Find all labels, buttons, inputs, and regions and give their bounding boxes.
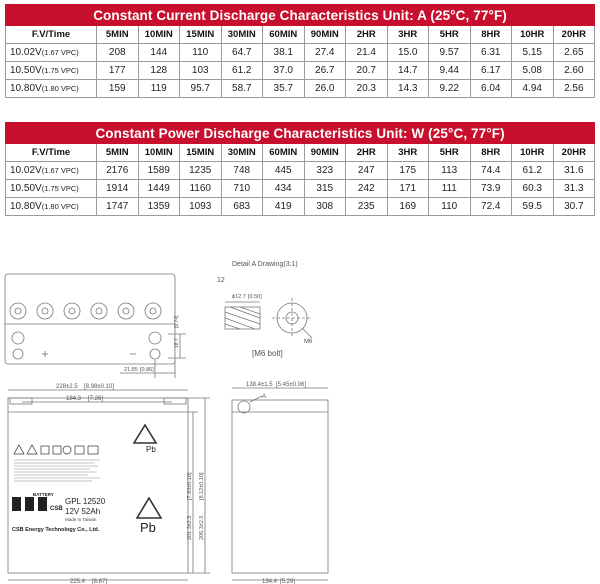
table-row bbox=[6, 198, 595, 216]
table-cell: 61.2 bbox=[512, 162, 554, 180]
dim-height-total-in: [8.12±0.10] bbox=[199, 472, 205, 500]
power-table-title: Constant Power Discharge Characteristics Unit: W (25°C, 77°F) bbox=[6, 123, 595, 144]
column-header: 2HR bbox=[346, 144, 388, 162]
table-cell: 6.31 bbox=[470, 44, 512, 62]
row-vpc: (1.67 VPC) bbox=[41, 48, 79, 57]
table-row bbox=[6, 44, 595, 62]
dim-height: 201.3±2.5 bbox=[187, 515, 193, 540]
row-voltage-label bbox=[6, 180, 97, 198]
model-label: GPL 12520 bbox=[65, 497, 106, 506]
table-cell: 1160 bbox=[180, 180, 222, 198]
dim-top-width: 228±2.5 bbox=[56, 384, 78, 390]
table-cell: 323 bbox=[304, 162, 346, 180]
table-cell: 15.0 bbox=[387, 44, 429, 62]
column-header: 60MIN bbox=[263, 144, 305, 162]
column-header: 60MIN bbox=[263, 26, 305, 44]
terminal-positive bbox=[149, 332, 161, 344]
row-voltage: 10.50V bbox=[10, 65, 42, 76]
table-cell: 308 bbox=[304, 198, 346, 216]
table-row bbox=[6, 62, 595, 80]
column-header-fv-time: F.V/Time bbox=[6, 26, 97, 44]
column-header: 30MIN bbox=[221, 144, 263, 162]
table-cell: 21.4 bbox=[346, 44, 388, 62]
table-cell: 6.04 bbox=[470, 80, 512, 98]
detail-title: Detail A Drawing(3:1) bbox=[232, 261, 298, 268]
row-vpc: (1.80 VPC) bbox=[41, 202, 79, 211]
table-cell: 5.08 bbox=[512, 62, 554, 80]
bolt-label: [M6 bolt] bbox=[252, 349, 283, 358]
dim-top-width-in: [8.98±0.10] bbox=[84, 384, 114, 390]
row-vpc: (1.75 VPC) bbox=[41, 184, 79, 193]
table-cell: 73.9 bbox=[470, 180, 512, 198]
table-cell: 177 bbox=[97, 62, 139, 80]
table-row bbox=[6, 180, 595, 198]
table-cell: 128 bbox=[138, 62, 180, 80]
current-discharge-table bbox=[5, 4, 595, 98]
dim-height-total: 206.3±2.5 bbox=[199, 515, 205, 540]
row-voltage: 10.02V bbox=[10, 165, 42, 176]
row-voltage-label bbox=[6, 62, 97, 80]
dim-side-bottom: 134.4 bbox=[262, 579, 278, 584]
table-cell: 434 bbox=[263, 180, 305, 198]
table-cell: 37.0 bbox=[263, 62, 305, 80]
table-cell: 110 bbox=[180, 44, 222, 62]
table-cell: 242 bbox=[346, 180, 388, 198]
table-cell: 710 bbox=[221, 180, 263, 198]
table-cell: 1235 bbox=[180, 162, 222, 180]
table-cell: 113 bbox=[429, 162, 471, 180]
pb-label-large: Pb bbox=[140, 520, 156, 535]
table-cell: 144 bbox=[138, 44, 180, 62]
table-cell: 171 bbox=[387, 180, 429, 198]
row-voltage: 10.50V bbox=[10, 183, 42, 194]
table-cell: 14.3 bbox=[387, 80, 429, 98]
table-cell: 1589 bbox=[138, 162, 180, 180]
row-voltage-label bbox=[6, 162, 97, 180]
table-cell: 748 bbox=[221, 162, 263, 180]
column-header: 10MIN bbox=[138, 26, 180, 44]
table-cell: 74.4 bbox=[470, 162, 512, 180]
table-cell: 20.7 bbox=[346, 62, 388, 80]
column-header-fv-time: F.V/Time bbox=[6, 144, 97, 162]
dim-bottom-in: [8.87] bbox=[92, 579, 108, 584]
table-cell: 208 bbox=[97, 44, 139, 62]
table-cell: 9.44 bbox=[429, 62, 471, 80]
table-row bbox=[6, 80, 595, 98]
column-header: 15MIN bbox=[180, 26, 222, 44]
row-vpc: (1.75 VPC) bbox=[41, 66, 79, 75]
row-voltage: 10.80V bbox=[10, 201, 42, 212]
dim-terminal-h: 18.7 bbox=[174, 338, 180, 348]
table-cell: 2.65 bbox=[553, 44, 595, 62]
column-header: 5HR bbox=[429, 144, 471, 162]
table-cell: 20.3 bbox=[346, 80, 388, 98]
column-header: 5MIN bbox=[97, 26, 139, 44]
dim-height-in: [7.93±0.10] bbox=[187, 472, 193, 500]
dim-bottom: 225.4 bbox=[70, 579, 86, 584]
current-table-title: Constant Current Discharge Characteristics Unit: A (25°C, 77°F) bbox=[6, 5, 595, 26]
table-cell: 31.3 bbox=[553, 180, 595, 198]
column-header: 20HR bbox=[553, 26, 595, 44]
label-fine-print bbox=[14, 460, 100, 481]
dim-top-inner: 184.3 bbox=[66, 396, 82, 402]
recycle-icon-large bbox=[137, 498, 161, 518]
column-header: 20HR bbox=[553, 144, 595, 162]
power-discharge-table bbox=[5, 122, 595, 216]
table-cell: 26.0 bbox=[304, 80, 346, 98]
column-header: 30MIN bbox=[221, 26, 263, 44]
table-cell: 95.7 bbox=[180, 80, 222, 98]
top-view-outline bbox=[5, 274, 175, 364]
table-cell: 169 bbox=[387, 198, 429, 216]
table-cell: 60.3 bbox=[512, 180, 554, 198]
table-cell: 59.5 bbox=[512, 198, 554, 216]
ref-label: 12 bbox=[217, 277, 225, 284]
table-cell: 175 bbox=[387, 162, 429, 180]
column-header: 90MIN bbox=[304, 144, 346, 162]
side-view-outline bbox=[232, 400, 328, 573]
label-warning-icons bbox=[14, 445, 98, 454]
table-cell: 72.4 bbox=[470, 198, 512, 216]
m6-label: M6 bbox=[304, 339, 313, 345]
table-cell: 35.7 bbox=[263, 80, 305, 98]
row-voltage: 10.02V bbox=[10, 47, 42, 58]
spec-label: 12V 52Ah bbox=[65, 507, 101, 516]
table-cell: 235 bbox=[346, 198, 388, 216]
row-voltage: 10.80V bbox=[10, 83, 42, 94]
dim-terminal-dia: ϕ12.7 bbox=[232, 294, 246, 300]
row-voltage-label bbox=[6, 80, 97, 98]
column-header: 3HR bbox=[387, 144, 429, 162]
table-cell: 38.1 bbox=[263, 44, 305, 62]
terminal-negative bbox=[12, 332, 24, 344]
table-cell: 27.4 bbox=[304, 44, 346, 62]
table-cell: 1449 bbox=[138, 180, 180, 198]
table-cell: 103 bbox=[180, 62, 222, 80]
column-header: 10MIN bbox=[138, 144, 180, 162]
table-cell: 2176 bbox=[97, 162, 139, 180]
company-label: CSB Energy Technology Co., Ltd. bbox=[12, 527, 100, 533]
dim-side-width: 138.4±1.5 bbox=[246, 382, 273, 388]
dim-side-width-in: [5.45±0.06] bbox=[276, 382, 306, 388]
detail-marker: A bbox=[262, 394, 267, 400]
recycle-icon bbox=[134, 425, 156, 443]
battery-dimension-drawing bbox=[0, 250, 600, 584]
table-cell: 111 bbox=[429, 180, 471, 198]
table-cell: 315 bbox=[304, 180, 346, 198]
csb-logo bbox=[12, 497, 47, 511]
brand-name: CSB bbox=[50, 506, 63, 512]
row-voltage-label bbox=[6, 44, 97, 62]
table-cell: 119 bbox=[138, 80, 180, 98]
table-cell: 159 bbox=[97, 80, 139, 98]
row-voltage-label bbox=[6, 198, 97, 216]
table-cell: 58.7 bbox=[221, 80, 263, 98]
table-cell: 110 bbox=[429, 198, 471, 216]
table-cell: 6.17 bbox=[470, 62, 512, 80]
brand-sub: BATTERY bbox=[33, 492, 54, 497]
table-header-row bbox=[6, 26, 595, 44]
table-cell: 2.60 bbox=[553, 62, 595, 80]
dim-terminal-off-in: [0.86] bbox=[140, 367, 154, 373]
column-header: 5MIN bbox=[97, 144, 139, 162]
column-header: 10HR bbox=[512, 26, 554, 44]
table-cell: 30.7 bbox=[553, 198, 595, 216]
table-cell: 26.7 bbox=[304, 62, 346, 80]
dim-top-inner-in: [7.26] bbox=[88, 396, 104, 402]
table-cell: 1359 bbox=[138, 198, 180, 216]
table-cell: 4.94 bbox=[512, 80, 554, 98]
column-header: 5HR bbox=[429, 26, 471, 44]
table-cell: 5.15 bbox=[512, 44, 554, 62]
column-header: 15MIN bbox=[180, 144, 222, 162]
table-cell: 9.57 bbox=[429, 44, 471, 62]
dim-terminal-h-in: [0.74] bbox=[174, 315, 180, 328]
table-cell: 1747 bbox=[97, 198, 139, 216]
column-header: 8HR bbox=[470, 144, 512, 162]
dim-terminal-off: 21.85 bbox=[124, 367, 138, 373]
column-header: 90MIN bbox=[304, 26, 346, 44]
table-cell: 9.22 bbox=[429, 80, 471, 98]
table-row bbox=[6, 162, 595, 180]
table-cell: 419 bbox=[263, 198, 305, 216]
table-cell: 445 bbox=[263, 162, 305, 180]
table-cell: 1914 bbox=[97, 180, 139, 198]
table-cell: 683 bbox=[221, 198, 263, 216]
vent-caps bbox=[10, 303, 161, 319]
column-header: 2HR bbox=[346, 26, 388, 44]
column-header: 3HR bbox=[387, 26, 429, 44]
dim-terminal-dia-in: [0.50] bbox=[248, 294, 262, 300]
column-header: 10HR bbox=[512, 144, 554, 162]
table-cell: 61.2 bbox=[221, 62, 263, 80]
table-cell: 14.7 bbox=[387, 62, 429, 80]
front-view-outline bbox=[8, 398, 188, 573]
origin-label: Made In Taiwan bbox=[65, 517, 97, 522]
table-cell: 247 bbox=[346, 162, 388, 180]
row-vpc: (1.80 VPC) bbox=[41, 84, 79, 93]
table-cell: 2.56 bbox=[553, 80, 595, 98]
table-cell: 1093 bbox=[180, 198, 222, 216]
row-vpc: (1.67 VPC) bbox=[41, 166, 79, 175]
dim-side-bottom-in: [5.29] bbox=[280, 579, 296, 584]
table-header-row bbox=[6, 144, 595, 162]
table-cell: 31.6 bbox=[553, 162, 595, 180]
table-cell: 64.7 bbox=[221, 44, 263, 62]
pb-label: Pb bbox=[146, 445, 156, 454]
column-header: 8HR bbox=[470, 26, 512, 44]
